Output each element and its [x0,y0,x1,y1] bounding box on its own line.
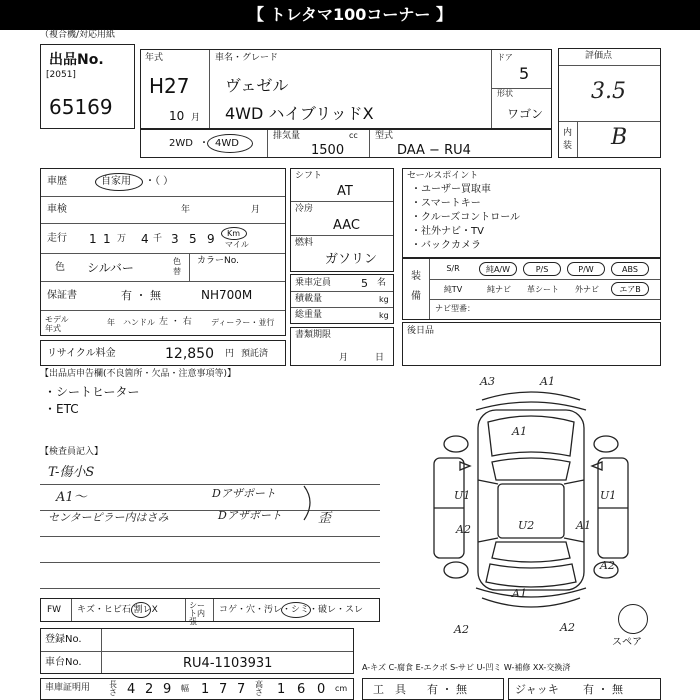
mark-8: A1 [512,587,527,600]
capacity-value: 5 [361,277,368,290]
sales-point-3: ・社外ナビ・TV [411,226,484,237]
lot-code: [2051] [46,70,76,80]
type-value: DAA − RU4 [397,143,471,158]
year-month: 10 [169,109,185,123]
mileage-d3: 4 [141,232,149,246]
lot-number: 65169 [49,95,113,119]
cert-height-2: 0 [317,682,326,697]
inspection-year: 年 [181,205,191,215]
expiry-label: 書類期限 [295,330,332,340]
sales-points-box [402,168,661,258]
drive-box [140,129,552,158]
mileage-mile: マイル [225,240,249,249]
chassis-value: RU4-1103931 [183,656,273,671]
mark-10: A2 [560,621,575,634]
equip-alloy: 純A/W [479,262,517,276]
cert-len-1: 2 [145,682,154,697]
displacement-unit: cc [349,131,358,140]
mark-9: A2 [454,623,469,636]
vehicle-cert-box [40,678,354,700]
score-label: 評価点 [585,51,613,61]
mileage-km: Km [227,229,241,238]
legend-row [40,598,380,626]
jack-label: ジャッキ [515,683,559,696]
spec-box [290,168,394,272]
color-code-label: カラーNo. [197,256,239,266]
equip-navi-model: ナビ型番： [435,304,475,313]
displacement-value: 1500 [311,143,345,158]
recycle-unit: 円 [225,349,235,359]
model-name: ヴェゼル [225,76,289,95]
legend-fw-circle [131,602,151,618]
warranty-label: 保証書 [47,290,77,301]
cert-width-1: 7 [219,682,228,697]
tools-value: 有 ・ 無 [427,683,467,696]
handle-label: ハンドル [123,318,155,327]
history-rest: ・（ ） [145,176,174,187]
expiry-month: 月 [339,353,349,363]
recycle-box [40,340,286,366]
inspector-line-5: 歪 [318,511,332,526]
legend-seat-circle [281,602,311,618]
shape-label: 形状 [497,89,513,98]
model-grade: 4WD ハイブリッドX [225,104,374,123]
equip-airbag: エアB [611,282,649,296]
registration-label: 登録No. [45,634,82,645]
total-weight-unit: kg [379,311,389,320]
inspector-label: 【検査員記入】 [40,447,104,457]
lot-box [40,44,135,129]
load-unit: kg [379,295,389,304]
mileage-d1: 1 [89,232,97,246]
legend-seat-text: コゲ・穴・汚レ・シミ・破レ・スレ [219,605,364,615]
banner-title: 【 トレタマ100コーナー 】 [248,5,452,24]
equip-leather: 革シート [527,285,559,294]
equip-pw: P/W [567,262,605,276]
inspector-line-1: A1〜 [56,490,87,505]
seller-notes-label: 【出品店申告欄(不良箇所・欠品・注意事項等)】 [40,369,237,379]
spare-label: スペア [612,637,642,648]
drive-sep: ・ [199,138,209,149]
equip-ext-navi: 外ナビ [575,285,599,294]
drive-2wd: 2WD [169,138,193,149]
sales-point-1: ・スマートキー [411,198,481,209]
shape-value: ワゴン [507,107,544,121]
mark-2: A1 [512,425,527,438]
inspector-line-4: Dアザポート [218,509,282,522]
mileage-d6: 9 [207,232,215,246]
total-weight-label: 総重量 [295,310,323,320]
cert-unit: cm [335,684,348,693]
jack-value: 有 ・ 無 [583,683,623,696]
legend-seat: シート内張 [189,601,205,626]
doors-value: 5 [519,64,530,83]
sales-points-label: セールスポイント [407,171,479,181]
displacement-label: 排気量 [273,131,301,141]
cert-width-0: 1 [201,682,210,697]
mileage-label: 走行 [47,233,67,244]
recycle-label: リサイクル料金 [47,348,116,359]
inspector-line-2: センターピラー内はさみ [48,511,169,524]
inspection-month: 月 [251,205,261,215]
sales-point-2: ・クルーズコントロール [411,212,520,223]
capacity-label: 乗車定員 [295,278,332,288]
inspector-line-0: T-傷小S [48,465,95,480]
details-box [40,168,286,336]
fuel-label: 燃料 [295,238,314,248]
sales-point-4: ・バックカメラ [411,240,481,251]
vehicle-box [140,49,552,129]
type-label: 型式 [375,131,394,141]
year-month-unit: 月 [191,113,201,123]
inspection-label: 車検 [47,204,67,215]
cert-len-0: 4 [127,682,136,697]
cert-len-label: 長さ [109,680,117,697]
legend-fw: FW [47,605,62,615]
mark-1: A1 [540,375,555,388]
load-label: 積載量 [295,294,323,304]
history-label: 車歴 [47,176,67,187]
mark-5: A2 [456,523,471,536]
damage-legend: A-キズ C-腐食 E-エクボ S-サビ U-凹ミ W-補修 XX-交換済 [362,663,571,672]
arrival-box [402,322,661,366]
color-value: シルバー [87,261,134,275]
mark-7: A1 [576,519,591,532]
model-year-label: モデル年式 [45,315,69,333]
mileage-d4: 3 [171,232,179,246]
capacity-box [290,274,394,324]
handle-value: 左 ・ 右 [159,317,192,327]
tools-box [362,678,504,700]
cert-height-0: 1 [277,682,286,697]
interior-label: 内装 [563,128,573,151]
expiry-day: 日 [375,353,385,363]
equip-tv: 純TV [443,285,463,294]
shift-value: AT [337,184,353,199]
mileage-d5: 5 [189,232,197,246]
history-value: 自家用 [101,176,131,187]
legend-fw-text: キズ・ヒビ石 割レX [77,605,158,615]
header-banner [0,0,700,30]
capacity-unit: 名 [377,278,387,288]
cert-height-label: 高さ [255,680,263,697]
mark-3: U1 [454,489,471,502]
recycle-note: 預託済 [241,349,269,359]
cert-len-2: 9 [163,682,172,697]
equip-ps: P/S [523,262,561,276]
expiry-box [290,327,394,366]
color-change-label: 色替 [173,257,181,276]
mark-11: A2 [600,559,615,572]
equip-abs: ABS [611,262,649,276]
equip-sr: S/R [446,264,460,273]
score-value: 3.5 [591,79,626,104]
warranty-value: 有 ・ 無 [121,289,161,302]
mark-0: A3 [480,375,495,388]
seller-note-0: ・シートヒーター [44,385,140,399]
fuel-value: ガソリン [325,252,378,267]
cert-width-label: 幅 [181,684,189,693]
cert-height-1: 6 [297,682,306,697]
equip-navi: 純ナビ [487,285,511,294]
mark-4: U1 [600,489,617,502]
header-note: （複合機/対応用紙 [40,30,116,40]
mark-6: U2 [518,519,535,532]
seller-note-1: ・ETC [44,402,79,416]
equipment-label: 装備 [411,271,421,302]
mileage-man: 万 [117,234,127,244]
sales-point-0: ・ユーザー買取車 [411,184,491,195]
drive-4wd: 4WD [215,138,239,149]
chassis-label: 車台No. [45,657,82,668]
registration-box [40,628,354,674]
jack-box [508,678,661,700]
lot-label: 出品No. [49,52,104,68]
interior-value: B [611,125,628,150]
cert-width-2: 7 [237,682,246,697]
model-year-unit: 年 [107,318,115,327]
mileage-d2: 1 [103,232,111,246]
doors-label: ドア [497,53,513,62]
aircon-value: AAC [333,218,360,233]
tools-label: 工 具 [373,683,406,696]
score-box [558,48,661,158]
shift-label: シフト [295,171,323,181]
cert-label: 車庫証明用 [45,683,91,693]
color-code: NH700M [201,288,253,302]
arrival-label: 後日品 [407,326,435,336]
spare-tire-circle [618,604,648,634]
inspector-bracket [300,484,320,524]
recycle-value: 12,850 [165,346,214,362]
model-label: 車名・グレード [215,53,279,63]
mileage-sen: 千 [153,234,163,244]
color-label: 色 [55,262,65,273]
dealer-label: ディーラー・並行 [211,318,275,327]
year-label: 年式 [145,53,164,63]
inspector-line-3: Dアザポート [212,487,276,500]
aircon-label: 冷房 [295,204,314,214]
year-era: H27 [149,74,190,98]
equipment-box [402,258,661,320]
